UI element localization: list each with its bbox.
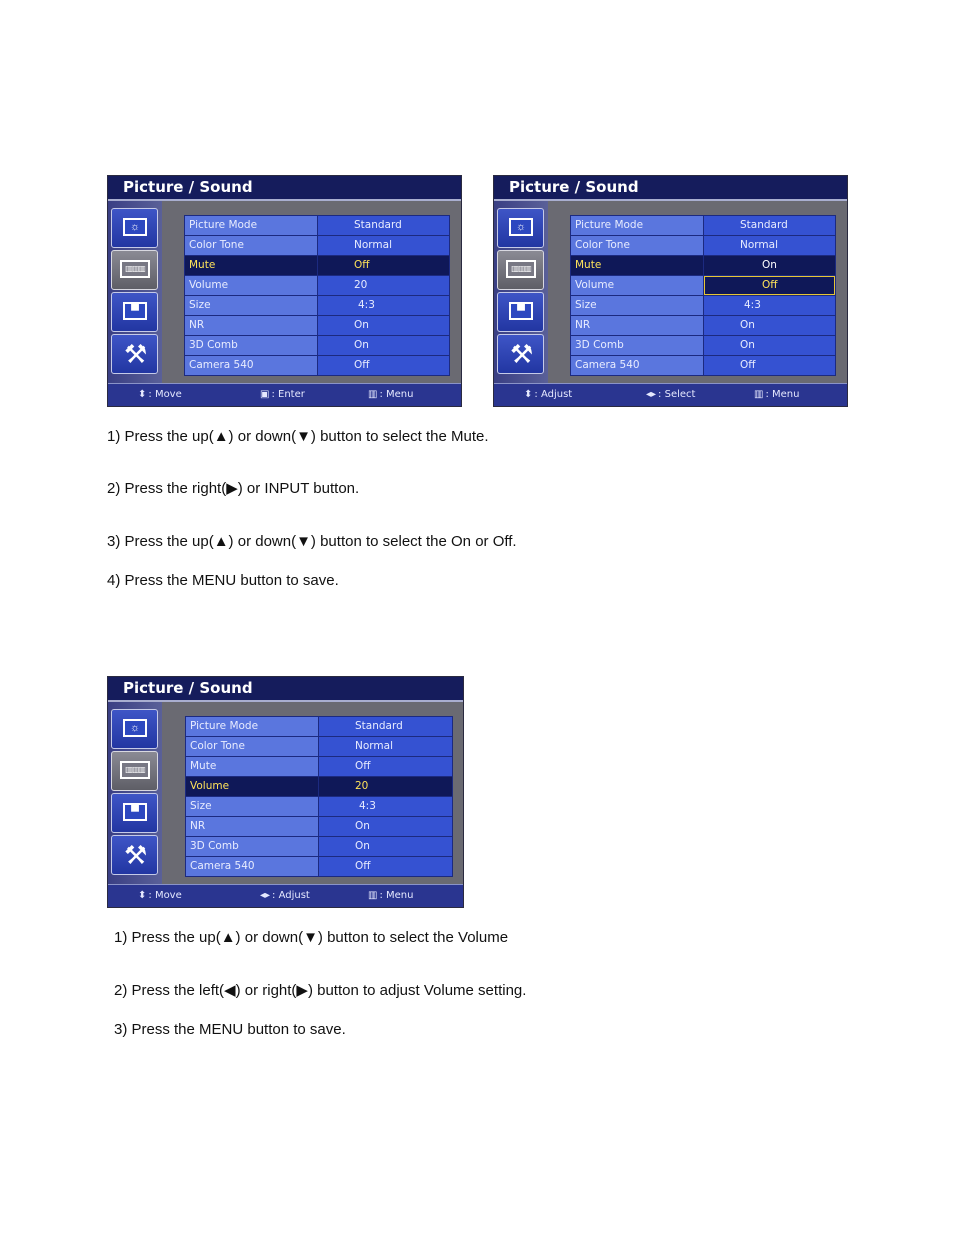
menu-button-icon: ▥ xyxy=(368,890,378,901)
screen-menu-icon[interactable]: ▀ xyxy=(497,292,544,332)
volume-step-2: 2) Press the left(◀) or right(▶) button to adjust Volume setting. xyxy=(114,982,527,999)
osd-screen-mute-select xyxy=(107,175,462,407)
mute-step-3: 3) Press the up(▲) or down(▼) button to select the On or Off. xyxy=(107,533,517,550)
footer-move: ⬍ : Move xyxy=(138,389,182,400)
osd-menu-table xyxy=(570,215,836,376)
footer-menu: ▥ : Menu xyxy=(368,890,414,901)
menu-row-size[interactable]: Size 4:3 xyxy=(571,296,835,315)
menu-row-3d-comb[interactable]: 3D Comb On xyxy=(571,336,835,355)
setup-tools-icon[interactable]: ⚒ xyxy=(111,835,158,875)
mute-option-off-cursor[interactable]: Off xyxy=(704,276,835,295)
setup-tools-icon[interactable]: ⚒ xyxy=(111,334,158,374)
menu-row-camera-540[interactable]: Camera 540 Off xyxy=(571,356,835,375)
menu-row-mute[interactable]: Mute Off xyxy=(186,757,452,776)
sound-menu-icon[interactable]: ▥▥▥ xyxy=(111,751,158,791)
mute-option-on[interactable]: On xyxy=(704,256,835,275)
osd-footer xyxy=(108,884,463,907)
screen-menu-icon[interactable]: ▀ xyxy=(111,793,158,833)
footer-select: ◂▸ : Select xyxy=(646,389,696,400)
up-down-arrow-icon: ⬍ xyxy=(138,389,147,400)
picture-menu-icon[interactable]: ☼ xyxy=(111,208,158,248)
menu-row-mute[interactable]: Mute Off xyxy=(185,256,449,275)
mute-step-4: 4) Press the MENU button to save. xyxy=(107,572,339,589)
footer-adjust: ⬍ : Adjust xyxy=(524,389,573,400)
osd-sidebar xyxy=(494,201,548,384)
osd-menu-table xyxy=(185,716,453,877)
menu-row-nr[interactable]: NR On xyxy=(571,316,835,335)
menu-row-color-tone[interactable]: Color Tone Normal xyxy=(185,236,449,255)
menu-row-size[interactable]: Size 4:3 xyxy=(186,797,452,816)
screen-menu-icon[interactable]: ▀ xyxy=(111,292,158,332)
menu-row-picture-mode[interactable]: Picture Mode Standard xyxy=(186,717,452,736)
setup-tools-icon[interactable]: ⚒ xyxy=(497,334,544,374)
menu-row-camera-540[interactable]: Camera 540 Off xyxy=(186,857,452,876)
osd-sidebar xyxy=(108,702,162,885)
menu-row-volume[interactable]: Volume 20 xyxy=(185,276,449,295)
menu-row-camera-540[interactable]: Camera 540 Off xyxy=(185,356,449,375)
menu-button-icon: ▥ xyxy=(754,389,764,400)
osd-screen-mute-adjust xyxy=(493,175,848,407)
up-down-arrow-icon: ⬍ xyxy=(524,389,533,400)
menu-button-icon: ▥ xyxy=(368,389,378,400)
menu-row-nr[interactable]: NR On xyxy=(185,316,449,335)
menu-row-3d-comb[interactable]: 3D Comb On xyxy=(185,336,449,355)
osd-menu-table xyxy=(184,215,450,376)
footer-move: ⬍ : Move xyxy=(138,890,182,901)
left-right-arrow-icon: ◂▸ xyxy=(646,389,657,400)
up-down-arrow-icon: ⬍ xyxy=(138,890,147,901)
menu-row-mute[interactable]: Mute On xyxy=(571,256,835,275)
mute-step-1: 1) Press the up(▲) or down(▼) button to select the Mute. xyxy=(107,428,489,445)
menu-row-color-tone[interactable]: Color Tone Normal xyxy=(186,737,452,756)
menu-row-color-tone[interactable]: Color Tone Normal xyxy=(571,236,835,255)
osd-footer xyxy=(108,383,461,406)
volume-step-1: 1) Press the up(▲) or down(▼) button to select the Volume xyxy=(114,929,509,946)
volume-step-3: 3) Press the MENU button to save. xyxy=(114,1021,346,1038)
osd-footer xyxy=(494,383,847,406)
menu-row-3d-comb[interactable]: 3D Comb On xyxy=(186,837,452,856)
picture-menu-icon[interactable]: ☼ xyxy=(497,208,544,248)
enter-button-icon: ▣ xyxy=(260,389,270,400)
footer-enter: ▣ : Enter xyxy=(260,389,305,400)
footer-menu: ▥ : Menu xyxy=(754,389,800,400)
footer-adjust: ◂▸ : Adjust xyxy=(260,890,310,901)
menu-row-volume[interactable]: Volume 20 xyxy=(186,777,452,796)
osd-title: Picture / Sound xyxy=(108,176,461,199)
footer-menu: ▥ : Menu xyxy=(368,389,414,400)
menu-row-nr[interactable]: NR On xyxy=(186,817,452,836)
mute-step-2: 2) Press the right(▶) or INPUT button. xyxy=(107,480,360,497)
osd-screen-volume xyxy=(107,676,464,908)
osd-title: Picture / Sound xyxy=(108,677,463,700)
osd-title: Picture / Sound xyxy=(494,176,847,199)
sound-menu-icon[interactable]: ▥▥▥ xyxy=(497,250,544,290)
osd-sidebar xyxy=(108,201,162,384)
menu-row-volume[interactable]: Volume Off xyxy=(571,276,835,295)
menu-row-picture-mode[interactable]: Picture Mode Standard xyxy=(185,216,449,235)
left-right-arrow-icon: ◂▸ xyxy=(260,890,271,901)
menu-row-picture-mode[interactable]: Picture Mode Standard xyxy=(571,216,835,235)
picture-menu-icon[interactable]: ☼ xyxy=(111,709,158,749)
sound-menu-icon[interactable]: ▥▥▥ xyxy=(111,250,158,290)
menu-row-size[interactable]: Size 4:3 xyxy=(185,296,449,315)
